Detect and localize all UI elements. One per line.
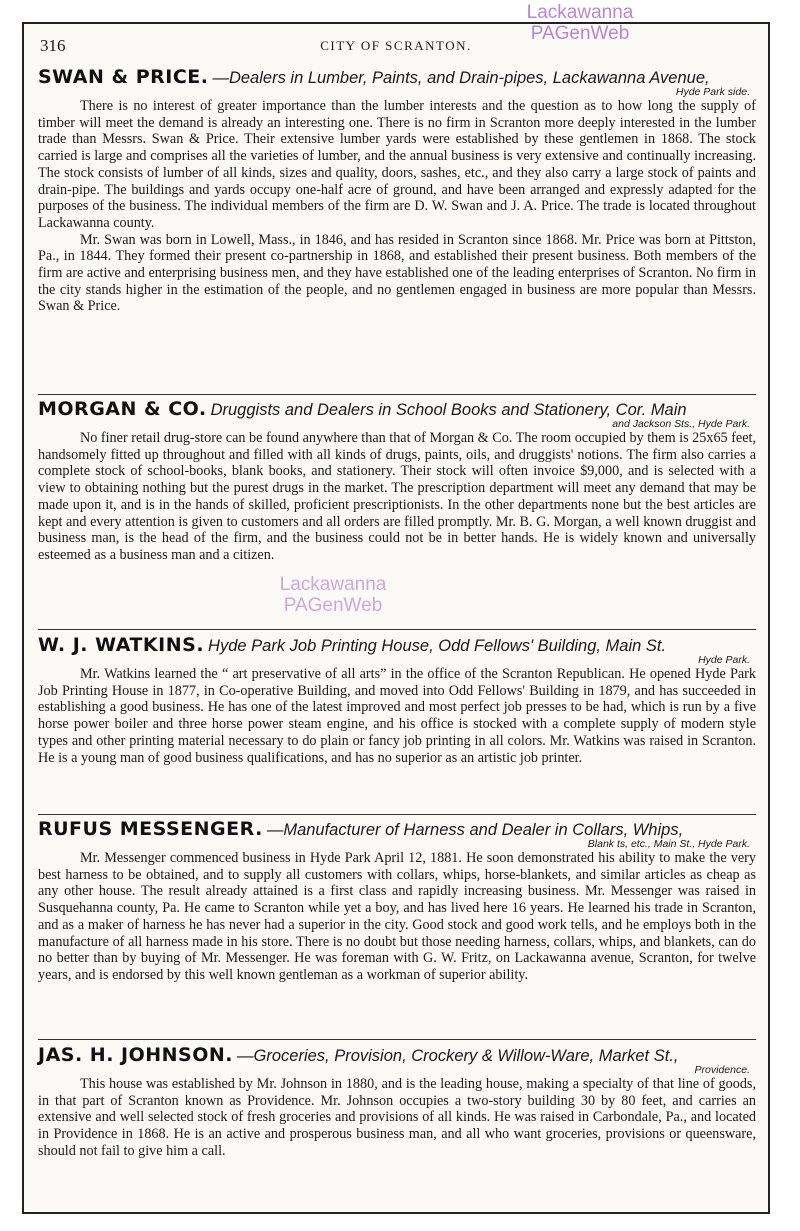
business-address: and Jackson Sts., Hyde Park. xyxy=(612,418,750,430)
business-description: Druggists and Dealers in School Books and Stationery, Cor. Main xyxy=(210,401,687,419)
business-description: Hyde Park Job Printing House, Odd Fellows' Building, Main St. xyxy=(208,637,667,655)
firm-name: MORGAN & CO. xyxy=(38,398,207,420)
entry-johnson xyxy=(38,1044,756,1160)
paragraph: There is no interest of greater importance than the lumber interests and the question as to how long the supply of timber will meet the demand is already an interesting one. There is no firm in Scranton more deeply interested in the lumber trade than Messrs. Swan & Price. Their extensive lumber yards were established by these gentlemen in 1868. The stock carried is large and comprises all the varieties of lumber, and the annual business is very extensive and continually increasing. The stock consists of lumber of all kinds, sizes and quality, doors, sashes, etc., and they also carry a large stock of paints and drain-pipe. The buildings and yards occupy one-half acre of ground, and have been arranged and expressly adapted for the purposes of the business. The individual members of the firm are D. W. Swan and J. A. Price. The trade is located throughout Lackawanna county. xyxy=(38,98,756,231)
paragraph: Mr. Messenger commenced business in Hyde Park April 12, 1881. He soon demonstrated his ability to make the very best harness to be obtained, and to supply all customers with collars, whips, horse-blankets, and similar articles as cheap as any other house. The result already attained is a first class and rapidly increasing business. Mr. Messenger was raised in Susquehanna county, Pa. He came to Scranton while yet a boy, and has lived here 16 years. He learned his trade in Scranton, and as a maker of harness he has never had a superior in the city. Good stock and good work tells, and he employs both in the manufacture of all harness made in his store. There is no doubt but those needing harness, collars, whips, and blankets, can do no better than by buying of Mr. Messenger. He was foreman with G. W. Fritz, on Lackawanna avenue, Scranton, for twelve years, and is endorsed by this well known gentleman as a workman of superior ability. xyxy=(38,850,756,983)
entry-body xyxy=(38,666,756,766)
section-divider xyxy=(38,394,756,395)
business-address: Hyde Park. xyxy=(698,654,750,666)
watermark-line: PAGenWeb xyxy=(530,23,630,44)
section-divider xyxy=(38,1039,756,1040)
watermark-top xyxy=(505,2,655,44)
entry-body xyxy=(38,1076,756,1160)
paragraph: No finer retail drug-store can be found anywhere than that of Morgan & Co. The room occupied by them is 25x65 feet, handsomely fitted up throughout and filled with all kinds of drugs, paints, oils, and druggists' notions. The firm also carries a complete stock of school-books, blank books, and stationery. Their stock will often invoice $9,000, and is selected with a view to obtaining nothing but the purest drugs in the market. The prescription department will meet any demand that may be made upon it, and is in the hands of skilled, proficient prescriptionists. In the other departments none but the best articles are kept and every attention is given to customers and all orders are filled promptly. Mr. B. G. Morgan, a well known druggist and business man, is the head of the firm, and the business could not be in better hands. He is widely known and universally esteemed as a business man and a citizen. xyxy=(38,430,756,563)
entry-body xyxy=(38,850,756,984)
business-description: —Manufacturer of Harness and Dealer in Collars, Whips, xyxy=(266,821,684,839)
watermark-middle xyxy=(258,574,408,616)
firm-name: W. J. WATKINS. xyxy=(38,634,205,656)
firm-name: RUFUS MESSENGER. xyxy=(38,818,263,840)
entry-body xyxy=(38,98,756,315)
section-divider xyxy=(38,629,756,630)
business-description: —Dealers in Lumber, Paints, and Drain-pipes, Lackawanna Avenue, xyxy=(212,69,710,87)
entry-swan-price xyxy=(38,66,756,315)
entry-heading xyxy=(38,818,756,840)
entry-morgan-co xyxy=(38,398,756,564)
watermark-line: PAGenWeb xyxy=(283,595,383,616)
section-divider xyxy=(38,814,756,815)
page-number: 316 xyxy=(40,36,66,55)
business-address: Blank ts, etc., Main St., Hyde Park. xyxy=(587,838,750,850)
running-head: CITY OF SCRANTON. xyxy=(320,38,472,53)
entry-heading xyxy=(38,634,756,656)
entry-messenger xyxy=(38,818,756,984)
business-address: Hyde Park side. xyxy=(675,86,750,98)
business-address: Providence. xyxy=(694,1064,750,1076)
document-page xyxy=(22,22,770,1214)
paragraph: Mr. Swan was born in Lowell, Mass., in 1846, and has resided in Scranton since 1868. Mr. Price was born at Pittston, Pa., in 1844. They formed their present co-partnership in 1868, and established their present business. Both members of the firm are active and enterprising business men, and they have established one of the leading enterprises of Scranton. No firm in the city stands higher in the estimation of the people, and no gentlemen engaged in business are more popular than Messrs. Swan & Price. xyxy=(38,231,756,315)
entry-heading xyxy=(38,1044,756,1066)
firm-name: SWAN & PRICE. xyxy=(38,66,209,88)
entry-body xyxy=(38,430,756,564)
paragraph: Mr. Watkins learned the “ art preservative of all arts” in the office of the Scranton Republican. He opened Hyde Park Job Printing House in 1877, in Co-operative Building, and moved into Odd Fellows' Building in 1879, and has succeeded in establishing a good business. He has one of the latest improved and most perfect job presses to be had, which is run by a five horse power boiler and three horse power steam engine, and his office is stocked with a complete supply of modern style types and other printing material necessary to do plain or fancy job printing in all colors. Mr. Watkins was raised in Scranton. He is a young man of good business qualifications, and has no superior as an artistic job printer. xyxy=(38,666,756,766)
page-header xyxy=(24,24,768,64)
business-description: —Groceries, Provision, Crockery & Willow-Ware, Market St., xyxy=(237,1047,679,1065)
watermark-line: Lackawanna xyxy=(526,2,634,23)
firm-name: JAS. H. JOHNSON. xyxy=(38,1044,234,1066)
entry-heading xyxy=(38,66,756,88)
entry-heading xyxy=(38,398,756,420)
watermark-line: Lackawanna xyxy=(279,574,387,595)
entry-watkins xyxy=(38,634,756,766)
paragraph: This house was established by Mr. Johnson in 1880, and is the leading house, making a specialty of that line of goods, in that part of Scranton known as Providence. Mr. Johnson occupies a two-story building 30 by 80 feet, and carries an extensive and well selected stock of fresh groceries and provisions of all kinds. He was raised in Carbondale, Pa., and located in Providence in 1868. He is an active and prosperous business man, and all who want groceries, provisions or queensware, should not fail to give him a call. xyxy=(38,1076,756,1159)
